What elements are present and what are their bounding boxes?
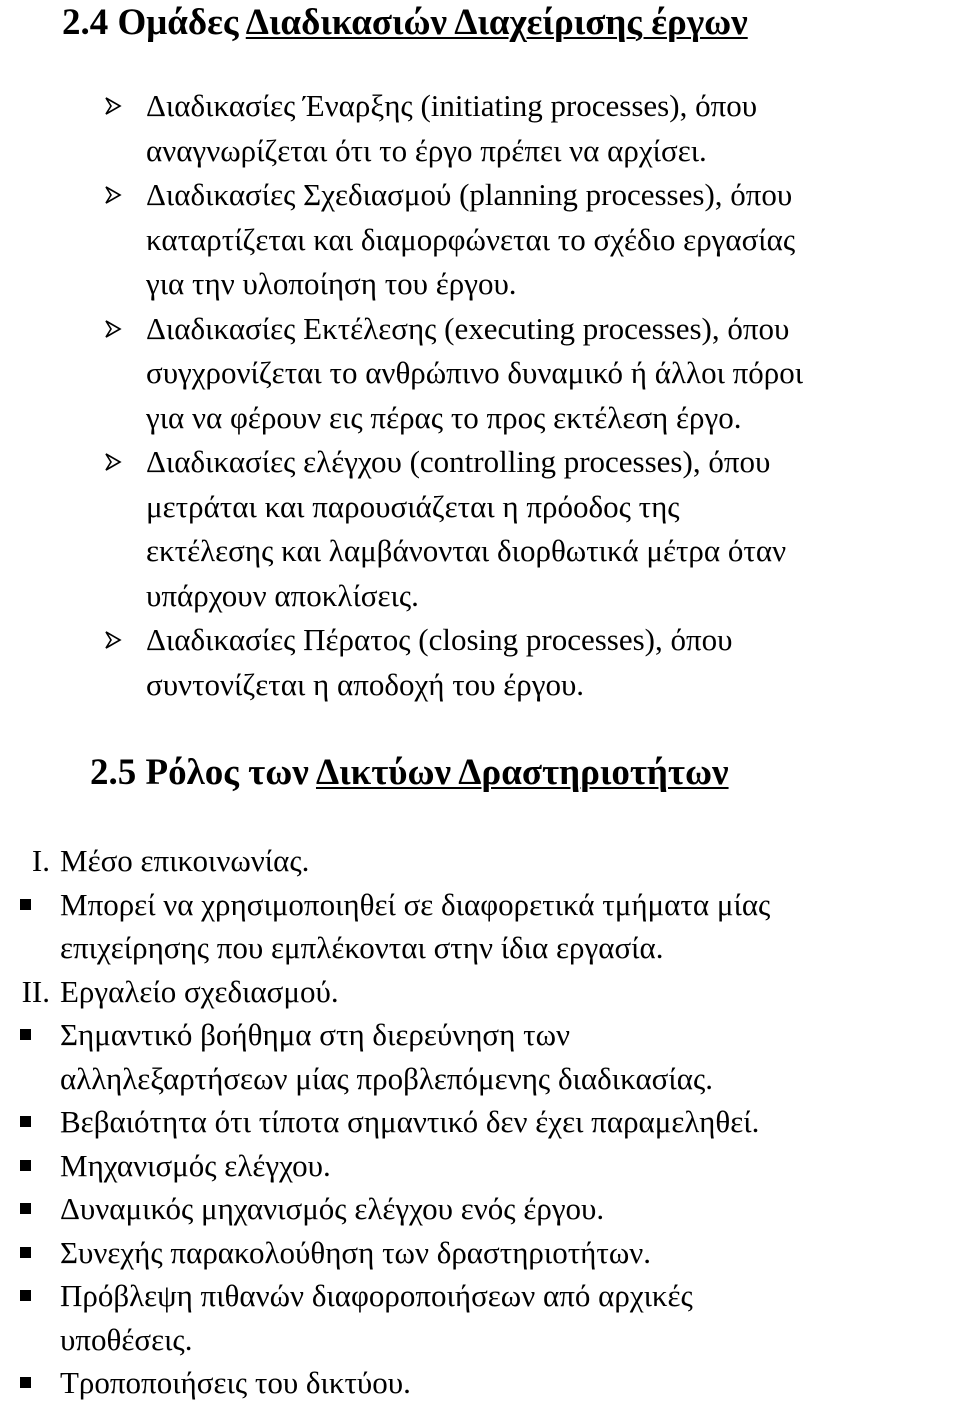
sub-point-line: Τροποποιήσεις του δικτύου. bbox=[60, 1365, 411, 1400]
role-item-communication bbox=[0, 839, 960, 883]
arrow-bullet-icon bbox=[104, 97, 122, 115]
arrow-bullet-icon bbox=[104, 631, 122, 649]
list-item-executing bbox=[100, 307, 960, 441]
arrow-bullet-icon bbox=[104, 320, 122, 338]
sub-point-line: αλληλεξαρτήσεων μίας προβλεπόμενης διαδικασίας. bbox=[60, 1060, 713, 1096]
sub-point bbox=[0, 1361, 960, 1405]
section-heading-underlined: Δικτύων Δραστηριοτήτων bbox=[315, 752, 729, 793]
item-line: Διαδικασίες Έναρξης (initiating processes), όπου bbox=[146, 88, 758, 123]
square-bullet-icon bbox=[20, 1247, 31, 1258]
sub-point-line: Πρόβλεψη πιθανών διαφοροποιήσεων από αρχικές bbox=[60, 1278, 693, 1313]
list-item-planning bbox=[100, 173, 960, 307]
sub-point bbox=[0, 1013, 960, 1100]
item-line: Διαδικασίες Πέρατος (closing processes), όπου bbox=[146, 622, 733, 657]
sub-point bbox=[0, 1100, 960, 1144]
item-line: Διαδικασίες Σχεδιασμού (planning processes), όπου bbox=[146, 177, 793, 212]
item-line: για να φέρουν εις πέρας το προς εκτέλεση έργο. bbox=[146, 399, 742, 435]
sub-point bbox=[0, 1144, 960, 1188]
item-line: Διαδικασίες Εκτέλεσης (executing processes), όπου bbox=[146, 310, 790, 346]
item-line: συγχρονίζεται το ανθρώπινο δυναμικό ή άλλοι πόροι bbox=[146, 355, 804, 390]
roman-numeral: II. bbox=[21, 973, 50, 1009]
section-heading-prefix: 2.4 Ομάδες bbox=[62, 2, 246, 43]
sub-point-line: Σημαντικό βοήθημα στη διερεύνηση των bbox=[60, 1017, 570, 1052]
roman-numeral: I. bbox=[31, 843, 50, 878]
sub-point bbox=[0, 883, 960, 970]
arrow-bullet-icon bbox=[104, 186, 122, 204]
square-bullet-icon bbox=[20, 1377, 31, 1388]
sub-point-line: Μηχανισμός ελέγχου. bbox=[60, 1147, 331, 1183]
list-item-controlling bbox=[100, 440, 960, 618]
item-line: καταρτίζεται και διαμορφώνεται το σχέδιο εργασίας bbox=[146, 221, 796, 257]
item-line: Διαδικασίες ελέγχου (controlling processes), όπου bbox=[146, 444, 771, 479]
item-line: αναγνωρίζεται ότι το έργο πρέπει να αρχίσει. bbox=[146, 132, 707, 168]
role-text: Εργαλείο σχεδιασμού. bbox=[60, 973, 339, 1009]
section-heading-2-4 bbox=[62, 2, 748, 44]
sub-point bbox=[0, 1231, 960, 1275]
sub-point-line: υποθέσεις. bbox=[60, 1321, 193, 1357]
arrow-bullet-icon bbox=[104, 453, 122, 471]
item-line: εκτέλεσης και λαμβάνονται διορθωτικά μέτρα όταν bbox=[146, 533, 787, 568]
section-heading-underlined: Διαδικασιών Διαχείρισης έργων bbox=[245, 2, 748, 43]
sub-point-line: Δυναμικός μηχανισμός ελέγχου ενός έργου. bbox=[60, 1191, 605, 1226]
section-heading-prefix: 2.5 Ρόλος των bbox=[90, 752, 316, 793]
square-bullet-icon bbox=[20, 1029, 31, 1040]
square-bullet-icon bbox=[20, 1116, 31, 1127]
list-item-closing bbox=[100, 618, 960, 707]
square-bullet-icon bbox=[20, 1160, 31, 1171]
square-bullet-icon bbox=[20, 899, 31, 910]
square-bullet-icon bbox=[20, 1203, 31, 1214]
network-roles-list bbox=[0, 839, 960, 1405]
sub-point bbox=[0, 1274, 960, 1361]
role-item-planning-tool bbox=[0, 970, 960, 1014]
role-text: Μέσο επικοινωνίας. bbox=[60, 843, 310, 878]
item-line: μετράται και παρουσιάζεται η πρόοδος της bbox=[146, 488, 680, 524]
sub-point-line: επιχείρησης που εμπλέκονται στην ίδια εργασία. bbox=[60, 930, 664, 965]
sub-point bbox=[0, 1187, 960, 1231]
list-item-initiating bbox=[100, 84, 960, 173]
item-line: για την υλοποίηση του έργου. bbox=[146, 266, 517, 301]
square-bullet-icon bbox=[20, 1290, 31, 1301]
sub-point-line: Συνεχής παρακολούθηση των δραστηριοτήτων. bbox=[60, 1234, 652, 1270]
item-line: υπάρχουν αποκλίσεις. bbox=[146, 577, 419, 613]
process-groups-list bbox=[100, 84, 960, 707]
section-heading-2-5 bbox=[90, 752, 729, 794]
item-line: συντονίζεται η αποδοχή του έργου. bbox=[146, 666, 585, 702]
sub-point-line: Μπορεί να χρησιμοποιηθεί σε διαφορετικά τμήματα μίας bbox=[60, 886, 771, 922]
sub-point-line: Βεβαιότητα ότι τίποτα σημαντικό δεν έχει παραμεληθεί. bbox=[60, 1104, 760, 1139]
